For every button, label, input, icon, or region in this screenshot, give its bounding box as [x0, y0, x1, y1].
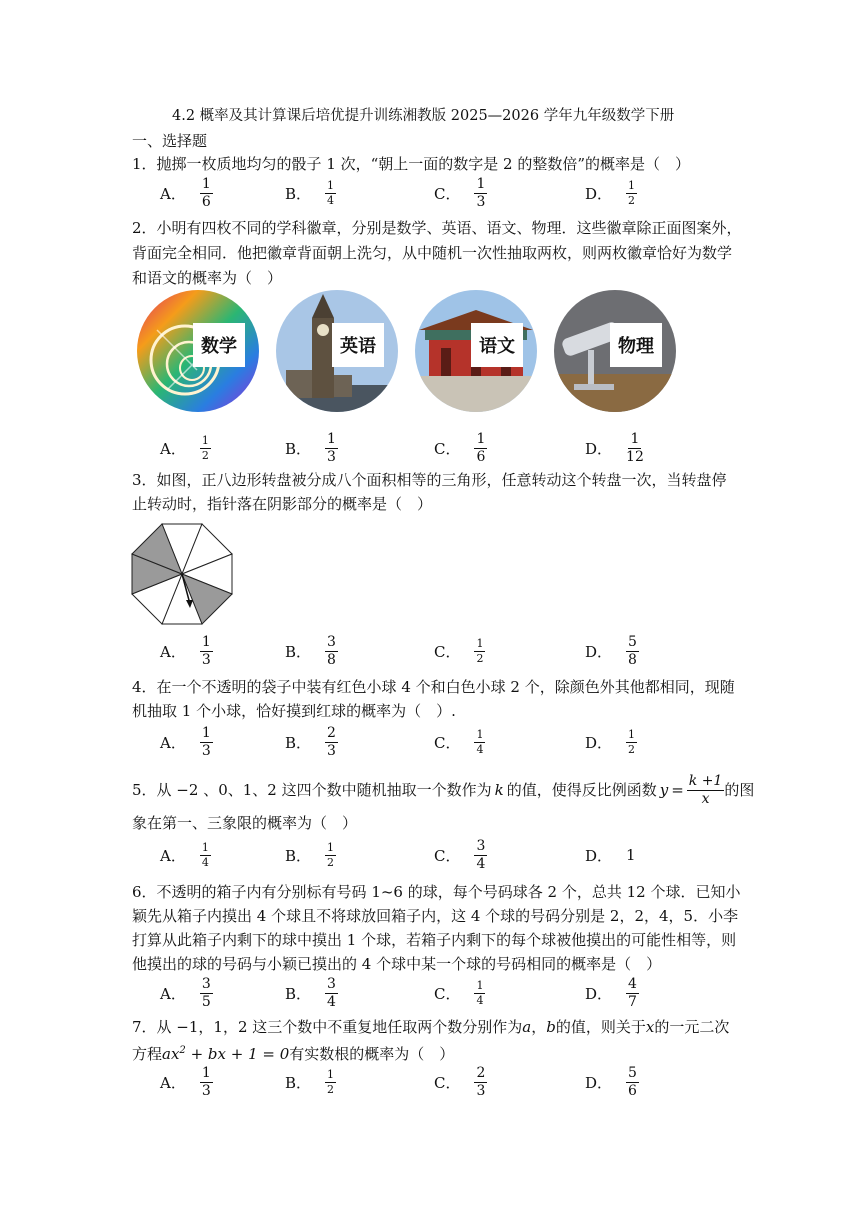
q6-stem-line1: 6．不透明的箱子内有分别标有号码 1~6 的球，每个号码球各 2 个，总共 12 个球．已知小	[132, 883, 741, 901]
q2-stem-line3: 和语文的概率为（ ）	[132, 269, 283, 287]
q4-stem-line2: 机抽取 1 个小球，恰好摸到红球的概率为（ ）.	[132, 702, 456, 720]
q3-option-c: C． $\frac{1}{2}$	[434, 636, 484, 665]
q5-option-c: C． $\frac{3}{4}$	[434, 837, 486, 872]
chinese-badge	[415, 290, 537, 412]
q1-option-d: D． $\frac{1}{2}$	[585, 178, 636, 207]
q6-option-d: D． $\frac{4}{7}$	[585, 975, 637, 1010]
q7-option-c: C． $\frac{2}{3}$	[434, 1064, 486, 1099]
q1-option-a: A． $\frac{1}{6}$	[160, 175, 211, 210]
q6-stem-line3: 打算从此箱子内剩下的球中摸出 1 个球，若箱子内剩下的每个球被他摸出的可能性相等，则	[132, 931, 737, 949]
q4-option-a: A． $\frac{1}{3}$	[160, 724, 211, 759]
q6-option-c: C． $\frac{1}{4}$	[434, 978, 484, 1007]
chinese-badge-label: 语文	[471, 323, 523, 367]
q4-option-d: D． $\frac{1}{2}$	[585, 727, 636, 756]
q4-stem-line1: 4．在一个不透明的袋子中装有红色小球 4 个和白色小球 2 个，除颜色外其他都相同，现随	[132, 678, 735, 696]
q6-option-b: B． $\frac{3}{4}$	[285, 975, 336, 1010]
q2-stem-line1: 2．小明有四枚不同的学科徽章，分别是数学、英语、语文、物理．这些徽章除正面图案外，	[132, 219, 742, 237]
q7-equation: $ax^2$ + bx + 1 = 0	[162, 1045, 290, 1063]
physics-badge	[554, 290, 676, 412]
math-badge	[137, 290, 259, 412]
q1-option-b: B． $\frac{1}{4}$	[285, 178, 335, 207]
q2-stem-line2: 背面完全相同．他把徽章背面朝上洗匀，从中随机一次性抽取两枚，则两枚徽章恰好为数学	[132, 244, 733, 262]
q6-stem-line4: 他摸出的球的号码与小颖已摸出的 4 个球中某一个球的号码相同的概率是（ ）	[132, 955, 662, 973]
q7-option-d: D． $\frac{5}{6}$	[585, 1064, 637, 1099]
q5-function-fraction: $\frac{k +1}{x}$	[688, 772, 723, 807]
q7-option-a: A． $\frac{1}{3}$	[160, 1064, 211, 1099]
q2-option-d: D． $\frac{1}{12}$	[585, 430, 644, 465]
q5-option-a: A． $\frac{1}{4}$	[160, 840, 209, 869]
q2-option-b: B． $\frac{1}{3}$	[285, 430, 336, 465]
q6-option-a: A． $\frac{3}{5}$	[160, 975, 211, 1010]
section-heading: 一、选择题	[132, 132, 208, 150]
octagon-spinner	[130, 522, 234, 626]
math-badge-label: 数学	[193, 323, 245, 367]
q7-stem-line2: 方程$ax^2$ + bx + 1 = 0有实数根的概率为（ ）	[132, 1045, 455, 1063]
q3-option-b: B． $\frac{3}{8}$	[285, 633, 336, 668]
q5-option-b: B． $\frac{1}{2}$	[285, 840, 335, 869]
q3-stem-line1: 3．如图，正八边形转盘被分成八个面积相等的三角形，任意转动这个转盘一次，当转盘停	[132, 471, 727, 489]
q4-option-c: C． $\frac{1}{4}$	[434, 727, 484, 756]
q1-stem: 1．抛掷一枚质地均匀的骰子 1 次，“朝上一面的数字是 2 的整数倍”的概率是（ ）	[132, 155, 691, 173]
q4-option-b: B． $\frac{2}{3}$	[285, 724, 336, 759]
q3-option-a: A． $\frac{1}{3}$	[160, 633, 211, 668]
q3-option-d: D． $\frac{5}{8}$	[585, 633, 637, 668]
q6-stem-line2: 颖先从箱子内摸出 4 个球且不将球放回箱子内，这 4 个球的号码分别是 2，2，4，5．小李	[132, 907, 739, 925]
q7-option-b: B． $\frac{1}{2}$	[285, 1067, 335, 1096]
q5-stem-line1: 5．从 −2 、0、1、2 这四个数中随机抽取一个数作为 k 的值，使得反比例函数 y = $\frac{k +1}{x}$ 的图	[132, 772, 755, 807]
q1-option-c: C． $\frac{1}{3}$	[434, 175, 486, 210]
q2-option-a: A． $\frac{1}{2}$	[160, 433, 209, 462]
q3-stem-line2: 止转动时，指针落在阴影部分的概率是（ ）	[132, 495, 433, 513]
q7-stem-line1: 7．从 −1，1，2 这三个数中不重复地任取两个数分别作为a，b的值，则关于x的一元二次	[132, 1018, 730, 1036]
english-badge-label: 英语	[332, 323, 384, 367]
q5-stem-line2: 象在第一、三象限的概率为（ ）	[132, 814, 358, 832]
physics-badge-label: 物理	[610, 323, 662, 367]
document-title: 4.2 概率及其计算课后培优提升训练湘教版 2025—2026 学年九年级数学下册	[172, 108, 675, 124]
q2-option-c: C． $\frac{1}{6}$	[434, 430, 486, 465]
q5-option-d: D． 1	[585, 846, 636, 865]
english-badge	[276, 290, 398, 412]
